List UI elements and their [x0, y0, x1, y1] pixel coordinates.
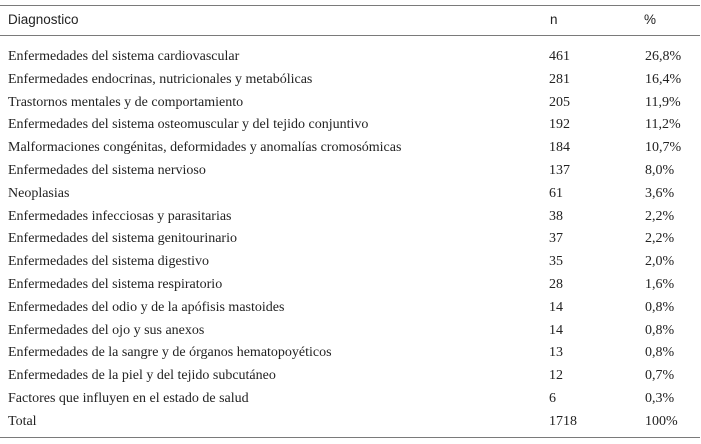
cell-n: 461: [549, 49, 570, 64]
cell-diagnostico: Enfermedades del sistema genitourinario: [8, 231, 237, 247]
cell-n: 14: [549, 299, 563, 315]
cell-diagnostico: Total: [8, 413, 37, 429]
table-row: [0, 365, 700, 388]
table-total-row: [0, 411, 700, 434]
cell-percent: 11,9%: [645, 94, 681, 110]
cell-diagnostico: Neoplasias: [8, 185, 70, 201]
cell-diagnostico: Enfermedades de la sangre y de órganos hematopoyéticos: [8, 345, 332, 361]
cell-diagnostico: Enfermedades del sistema digestivo: [8, 254, 209, 270]
cell-diagnostico: Enfermedades de la piel y del tejido subcutáneo: [8, 368, 276, 384]
cell-diagnostico: Enfermedades endocrinas, nutricionales y metabólicas: [8, 71, 313, 87]
cell-n: 13: [549, 345, 563, 361]
cell-percent: 0,8%: [645, 299, 675, 315]
cell-percent: 10,7%: [645, 140, 682, 156]
table-body: [0, 46, 700, 434]
table-row: [0, 69, 700, 92]
table-row: [0, 206, 700, 229]
cell-percent: 1,6%: [645, 276, 675, 292]
cell-n: 1718: [549, 413, 577, 429]
cell-n: 205: [549, 94, 570, 110]
cell-percent: 0,8%: [645, 345, 675, 361]
cell-percent: 3,6%: [645, 185, 675, 201]
cell-n: 137: [549, 162, 570, 178]
cell-n: 192: [549, 117, 570, 133]
header-n: n: [550, 12, 558, 27]
cell-n: 37: [549, 231, 563, 247]
table-row: [0, 46, 700, 69]
cell-percent: 2,2%: [645, 208, 675, 224]
cell-percent: 2,0%: [645, 254, 675, 270]
cell-percent: 0,7%: [645, 368, 675, 384]
cell-diagnostico: Factores que influyen en el estado de salud: [8, 390, 249, 406]
cell-percent: 0,3%: [645, 390, 675, 406]
cell-percent: 16,4%: [645, 71, 682, 87]
cell-diagnostico: Enfermedades del sistema osteomuscular y del tejido conjuntivo: [8, 117, 369, 133]
cell-n: 38: [549, 208, 563, 224]
cell-n: 281: [549, 71, 570, 87]
table-row: [0, 251, 700, 274]
table-row: [0, 388, 700, 411]
cell-percent: 8,0%: [645, 162, 675, 178]
table-row: [0, 160, 700, 183]
cell-percent: 26,8%: [645, 49, 682, 64]
cell-n: 12: [549, 368, 563, 384]
table-row: [0, 228, 700, 251]
cell-diagnostico: Enfermedades del odio y de la apófisis mastoides: [8, 299, 285, 315]
table-row: [0, 274, 700, 297]
table-row: [0, 297, 700, 320]
cell-n: 184: [549, 140, 570, 156]
header-diagnostico: Diagnostico: [8, 12, 79, 27]
cell-n: 6: [549, 390, 556, 406]
cell-percent: 11,2%: [645, 117, 681, 133]
table-row: [0, 183, 700, 206]
table-bottom-rule: [0, 437, 700, 438]
cell-diagnostico: Enfermedades del sistema nervioso: [8, 162, 206, 178]
cell-diagnostico: Malformaciones congénitas, deformidades y anomalías cromosómicas: [8, 140, 402, 156]
cell-diagnostico: Enfermedades infecciosas y parasitarias: [8, 208, 232, 224]
cell-diagnostico: Enfermedades del ojo y sus anexos: [8, 322, 205, 338]
table-header: [0, 10, 700, 30]
cell-n: 35: [549, 254, 563, 270]
cell-percent: 0,8%: [645, 322, 675, 338]
table-row: [0, 92, 700, 115]
cell-percent: 100%: [645, 413, 678, 429]
header-percent: %: [644, 12, 657, 27]
cell-n: 61: [549, 185, 563, 201]
table-row: [0, 114, 700, 137]
table-row: [0, 320, 700, 343]
cell-diagnostico: Enfermedades del sistema cardiovascular: [8, 49, 240, 64]
table-row: [0, 137, 700, 160]
cell-diagnostico: Trastornos mentales y de comportamiento: [8, 94, 244, 110]
cell-n: 28: [549, 276, 563, 292]
header-divider: [0, 35, 700, 36]
table-row: [0, 342, 700, 365]
table-top-rule: [0, 5, 700, 6]
cell-percent: 2,2%: [645, 231, 675, 247]
cell-diagnostico: Enfermedades del sistema respiratorio: [8, 276, 223, 292]
cell-n: 14: [549, 322, 563, 338]
